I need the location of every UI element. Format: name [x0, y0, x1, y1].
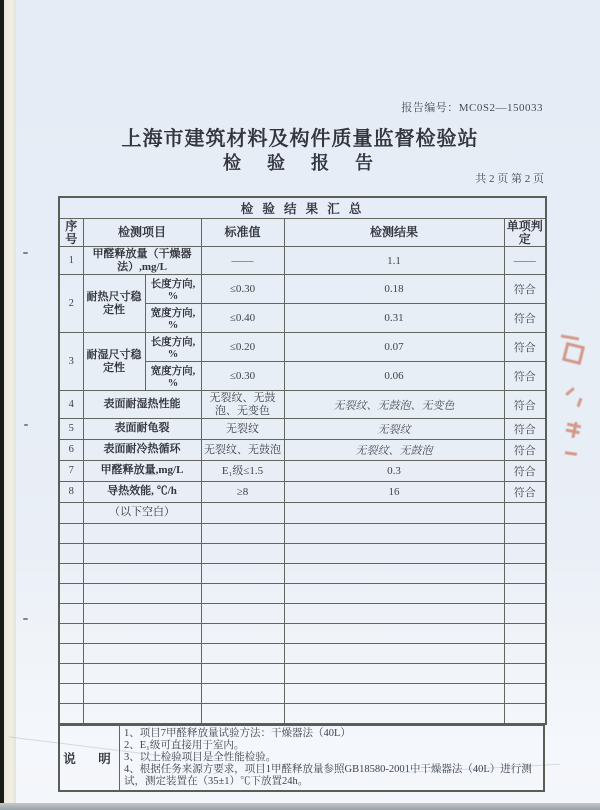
empty-cell [284, 683, 504, 703]
row-seq: 1 [59, 247, 83, 275]
col-header-result: 检测结果 [284, 219, 504, 247]
empty-cell [504, 603, 546, 623]
row-result: 无裂纹、无鼓泡 [284, 439, 504, 460]
scan-edge-bottom [0, 803, 600, 810]
empty-cell [284, 663, 504, 683]
document-title: 检 验 报 告 [223, 153, 377, 173]
empty-cell [201, 523, 284, 543]
empty-cell [201, 663, 284, 683]
report-number-value: MC0S2—150033 [458, 102, 543, 114]
table-header-row [59, 219, 546, 247]
row-standard: ≤0.40 [201, 304, 284, 333]
empty-cell [201, 502, 284, 523]
row-item: 甲醛释放量（干燥器法）,mg/L [83, 247, 201, 275]
row-standard: E₁级≤1.5 [201, 460, 284, 481]
empty-cell [201, 603, 284, 623]
org-title: 上海市建筑材料及构件质量监督检验站 [121, 128, 479, 150]
empty-cell [504, 563, 546, 583]
row-result: 0.3 [284, 460, 504, 481]
table-row-empty [59, 583, 546, 603]
notes-label: 说 明 [59, 725, 120, 791]
empty-cell [504, 502, 546, 523]
row-subitem: 长度方向, % [145, 275, 201, 304]
empty-cell [59, 583, 83, 603]
table-row-empty [59, 523, 546, 543]
empty-cell [83, 523, 201, 543]
col-header-item: 检测项目 [83, 219, 201, 247]
row-standard: 无裂纹 [201, 418, 284, 439]
empty-cell [504, 543, 546, 563]
empty-cell [59, 563, 83, 583]
row-subitem: 宽度方向, % [145, 304, 201, 333]
row-standard: —— [201, 247, 284, 275]
table-row [59, 481, 546, 502]
empty-cell [284, 523, 504, 543]
table-row-empty [59, 663, 546, 683]
table-row-empty [59, 703, 546, 724]
empty-cell [284, 603, 504, 623]
row-judgement: 符合 [504, 418, 546, 439]
row-judgement: 符合 [504, 439, 546, 460]
row-standard: ≤0.30 [201, 275, 284, 304]
empty-cell [59, 523, 83, 543]
table-row-empty [59, 643, 546, 663]
empty-cell [83, 543, 201, 563]
empty-cell [201, 683, 284, 703]
row-item: 表面耐冷热循环 [83, 439, 201, 460]
page-count: 共 2 页 第 2 页 [475, 173, 544, 185]
empty-cell [504, 683, 546, 703]
table-row [59, 333, 546, 362]
row-standard: ≤0.30 [201, 362, 284, 391]
empty-cell [83, 563, 201, 583]
empty-cell [201, 543, 284, 563]
row-seq: 6 [59, 439, 83, 460]
empty-cell [284, 563, 504, 583]
note-line-3: 3、以上检验项目是全性能检验。 [124, 751, 277, 763]
empty-cell [284, 623, 504, 643]
row-judgement: 符合 [504, 275, 546, 304]
table-row-empty [59, 543, 546, 563]
empty-cell [59, 543, 83, 563]
row-result: 无裂纹 [284, 418, 504, 439]
table-row-empty [59, 623, 546, 643]
blank-note: （以下空白） [83, 502, 201, 523]
empty-cell [83, 583, 201, 603]
empty-cell [83, 683, 201, 703]
empty-cell [59, 643, 83, 663]
row-judgement: 符合 [504, 333, 546, 362]
empty-cell [59, 623, 83, 643]
col-header-standard: 标准值 [201, 219, 284, 247]
results-table [58, 196, 547, 725]
empty-cell [504, 583, 546, 603]
row-item: 表面耐湿热性能 [83, 391, 201, 418]
notes-row [59, 725, 544, 791]
row-standard: 无裂纹、无鼓泡、无变色 [201, 391, 284, 418]
scan-speck [24, 424, 28, 426]
table-row [59, 275, 546, 304]
scan-speck [23, 618, 28, 620]
empty-cell [83, 603, 201, 623]
empty-cell [83, 663, 201, 683]
row-result: 0.18 [284, 275, 504, 304]
row-seq: 4 [59, 391, 83, 418]
col-header-judgement: 单项判定 [504, 219, 546, 247]
empty-cell [504, 663, 546, 683]
row-result: 16 [284, 481, 504, 502]
row-judgement: 符合 [504, 391, 546, 418]
row-result: 0.07 [284, 333, 504, 362]
row-seq: 8 [59, 481, 83, 502]
note-line-2: 2、E₁级可直接用于室内。 [124, 739, 245, 751]
empty-cell [201, 583, 284, 603]
row-seq: 5 [59, 418, 83, 439]
row-standard: ≥8 [201, 481, 284, 502]
row-judgement: —— [504, 247, 546, 275]
col-header-seq: 序号 [59, 219, 83, 247]
row-result: 1.1 [284, 247, 504, 275]
table-row-empty [59, 603, 546, 623]
row-subitem: 长度方向, % [145, 333, 201, 362]
row-standard: 无裂纹、无鼓泡 [201, 439, 284, 460]
row-judgement: 符合 [504, 460, 546, 481]
table-row-empty [59, 563, 546, 583]
row-judgement: 符合 [504, 481, 546, 502]
row-item: 甲醛释放量,mg/L [83, 460, 201, 481]
empty-cell [59, 683, 83, 703]
row-item-group: 耐湿尺寸稳定性 [83, 333, 145, 391]
table-row-blank-note [59, 502, 546, 523]
red-seal-fragment [549, 332, 591, 462]
row-seq: 2 [59, 275, 83, 333]
empty-cell [59, 603, 83, 623]
notes-section [58, 724, 545, 792]
notes-body [120, 725, 545, 791]
empty-cell [504, 523, 546, 543]
results-table-wrap [58, 196, 545, 792]
row-judgement: 符合 [504, 304, 546, 333]
empty-cell [201, 623, 284, 643]
note-line-1: 1、项目7甲醛释放量试验方法：干燥器法（40L） [124, 727, 351, 739]
table-row [59, 439, 546, 460]
empty-cell [504, 703, 546, 724]
table-row [59, 391, 546, 418]
row-standard: ≤0.20 [201, 333, 284, 362]
table-row [59, 247, 546, 275]
empty-cell [284, 703, 504, 724]
table-title-row [59, 197, 546, 219]
row-item: 导热效能, ℃/h [83, 481, 201, 502]
table-row [59, 418, 546, 439]
empty-cell [201, 703, 284, 724]
empty-cell [83, 643, 201, 663]
table-row [59, 460, 546, 481]
row-seq [59, 502, 83, 523]
empty-cell [201, 563, 284, 583]
table-title: 检 验 结 果 汇 总 [59, 197, 546, 219]
row-result: 0.06 [284, 362, 504, 391]
row-item: 表面耐龟裂 [83, 418, 201, 439]
empty-cell [504, 623, 546, 643]
empty-cell [504, 643, 546, 663]
empty-cell [284, 543, 504, 563]
row-seq: 3 [59, 333, 83, 391]
row-result: 无裂纹、无鼓泡、无变色 [284, 391, 504, 418]
table-row-empty [59, 683, 546, 703]
empty-cell [59, 703, 83, 724]
row-result: 0.31 [284, 304, 504, 333]
report-number-label: 报告编号： [401, 102, 459, 114]
note-line-4: 4、根据任务来源方要求，项目1甲醛释放量参照GB18580-2001中干燥器法（40L）进行测试，测定装置在（35±1）℃下放置24h。 [124, 763, 532, 787]
row-judgement: 符合 [504, 362, 546, 391]
row-item-group: 耐热尺寸稳定性 [83, 275, 145, 333]
scan-speck [23, 252, 28, 254]
row-seq: 7 [59, 460, 83, 481]
empty-cell [284, 583, 504, 603]
row-subitem: 宽度方向, % [145, 362, 201, 391]
empty-cell [201, 643, 284, 663]
report-number [401, 99, 543, 115]
empty-cell [83, 623, 201, 643]
empty-cell [284, 502, 504, 523]
empty-cell [59, 663, 83, 683]
empty-cell [83, 703, 201, 724]
empty-cell [284, 643, 504, 663]
